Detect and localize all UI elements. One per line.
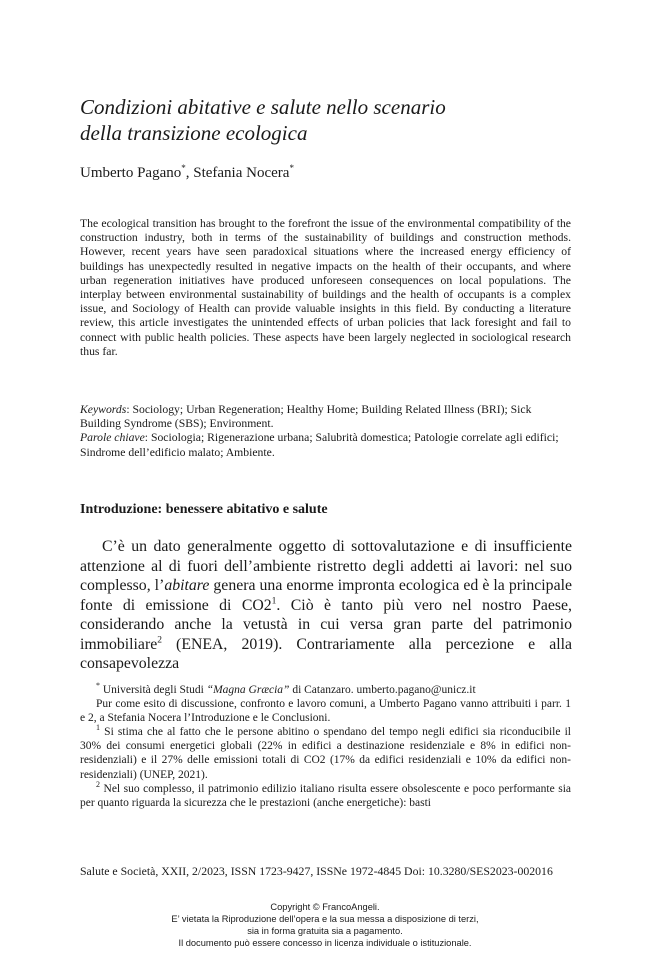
footnote-text: Si stima che al fatto che le persone abitino o spendano del tempo negli edifici sia riconducibile il 30% dei consumi energetici globali (22% in edifici a destinazione residenziale e 8% in edifici non-residenziali) e il 27% delle emissioni totali di CO2 (17% da edifici residenziali e 10% da edifici non-residenziali) (UNEP, 2021).: [80, 726, 571, 781]
footnote-text: Nel suo complesso, il patrimonio edilizio italiano risulta essere obsolescente e poco performante sia per quanto riguarda la sicurezza che le prestazioni (anche energetiche): basti: [80, 782, 571, 809]
author-name: Stefania Nocera: [193, 165, 290, 181]
footnote-text: Università degli Studi: [100, 684, 207, 696]
footnote-contribution: Pur come esito di discussione, confronto e lavoro comuni, a Umberto Pagano vanno attribuiti i parr. 1 e 2, a Stefania Nocera l’Introduzione e le Conclusioni.: [80, 698, 571, 725]
body-paragraph: [80, 537, 572, 674]
author-affiliation-mark: *: [181, 163, 186, 173]
footnote-affiliation: [80, 683, 571, 697]
copyright-line: Il documento può essere concesso in licenza individuale o istituzionale.: [178, 938, 472, 948]
footnote-text: di Catanzaro. umberto.pagano@unicz.it: [289, 684, 476, 696]
body-text-part: C’è un dato generalmente oggetto di sottovalutazione e di insufficiente attenzione al di fuori dell’ambiente ristretto degli addetti ai lavori: nel suo complesso, l’: [80, 538, 572, 594]
keywords-label: Keywords: [80, 403, 127, 416]
keywords-label-it: Parole chiave: [80, 431, 145, 445]
footnote-1: [80, 725, 571, 781]
keywords-it: [80, 431, 571, 459]
author-list: [80, 163, 580, 183]
article-title-line-2: della transizione ecologica: [80, 121, 308, 145]
copyright-notice: [100, 901, 550, 949]
article-title-line-1: Condizioni abitative e salute nello scenario: [80, 95, 446, 119]
body-text-part: genera una enorme impronta ecologica ed è la principale fonte di emissione di CO2: [80, 577, 572, 614]
keywords-en: [80, 403, 571, 431]
section-heading: Introduzione: benessere abitativo e salute: [80, 502, 328, 517]
footnote-ref[interactable]: 1: [271, 596, 277, 607]
body-text-part: (ENEA, 2019). Contrariamente alla percezione e alla consapevolezza: [80, 635, 572, 672]
footnote-mark: 1: [96, 723, 100, 733]
keywords-text-it: : Sociologia; Rigenerazione urbana; Salubrità domestica; Patologie correlate agli edifici; Sindrome dell’edificio malato; Ambiente.: [80, 431, 559, 459]
journal-citation: Salute e Società, XXII, 2/2023, ISSN 1723-9427, ISSNe 1972-4845 Doi: 10.3280/SES2023-002016: [80, 864, 553, 878]
footnote-emphasis: “Magna Græcia”: [206, 684, 290, 696]
author-name: Umberto Pagano: [80, 165, 182, 181]
keywords-text: : Sociology; Urban Regeneration; Healthy Home; Building Related Illness (BRI); Sick Building Syndrome (SBS); Environment.: [80, 403, 532, 431]
footnote-2: [80, 779, 571, 810]
body-text-part: . Ciò è tanto più vero nel nostro Paese, considerando anche la vetustà in cui versa gran parte del patrimonio immobiliare: [80, 596, 572, 653]
copyright-line: E’ vietata la Riproduzione dell’opera e la sua messa a disposizione di terzi,: [171, 914, 479, 924]
body-emphasis: abitare: [164, 577, 210, 594]
footnote-mark: *: [96, 681, 100, 691]
article-title: [80, 94, 580, 146]
author-separator: ,: [185, 165, 194, 181]
copyright-line: Copyright © FrancoAngeli.: [270, 902, 380, 912]
footnote-ref[interactable]: 2: [157, 635, 162, 646]
abstract-text: The ecological transition has brought to the forefront the issue of the environmental compatibility of the construction industry, both in terms of the sustainability of buildings and construction methods. However, recent years have seen paradoxical situations where the increased energy efficiency of buildings has unexpectedly resulted in negative impacts on the health of their occupants, and where urban regeneration initiatives have produced unforeseen consequences on local populations. The interplay between environmental sustainability of buildings and the health of occupants is a complex issue, and Sociology of Health can provide valuable insights in this field. By conducting a literature review, this article investigates the unintended effects of urban policies that lack foresight and fail to connect with public health policies. These aspects have been largely neglected in sociological research thus far.: [80, 217, 571, 358]
author-affiliation-mark: *: [289, 163, 294, 173]
keywords-block: [80, 403, 571, 460]
copyright-line: sia in forma gratuita sia a pagamento.: [247, 926, 403, 936]
footnotes-block: [80, 683, 571, 810]
footnote-mark: 2: [96, 779, 100, 789]
